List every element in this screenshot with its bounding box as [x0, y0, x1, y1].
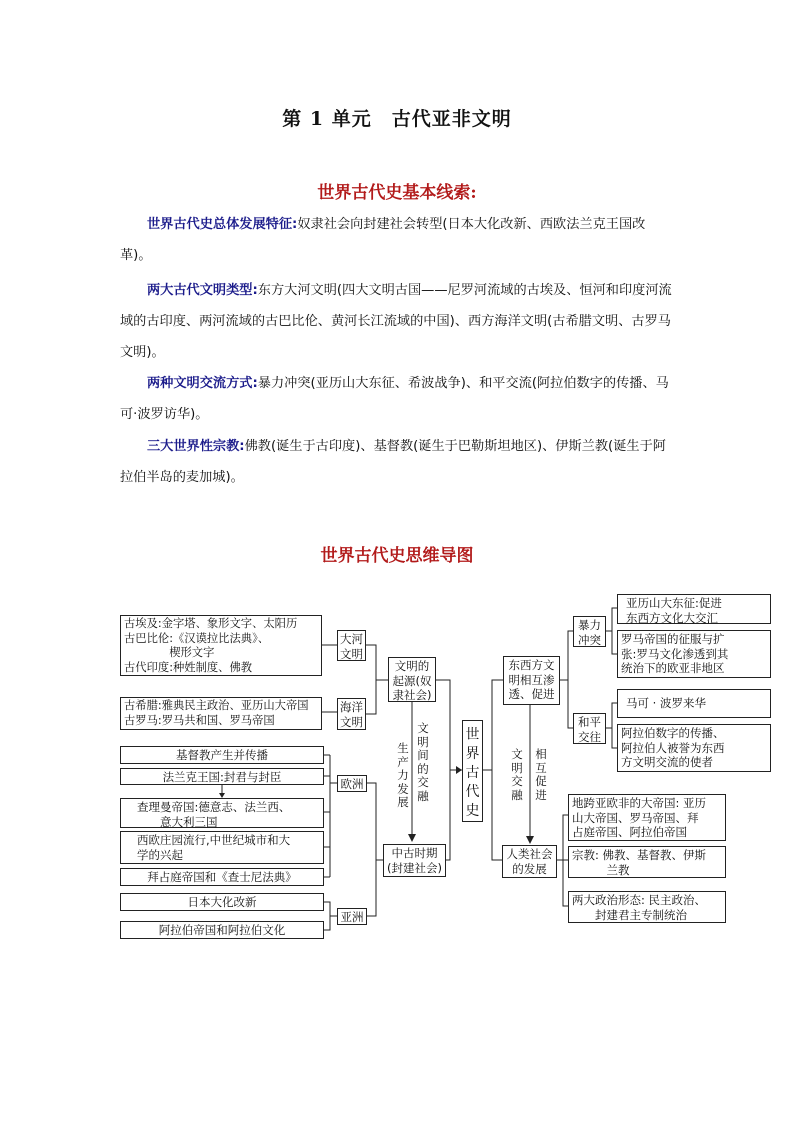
productivity-development-text: 生产力发展 — [397, 741, 409, 809]
violent-conflict-label: 暴力 冲突 — [573, 616, 606, 647]
europe-item-byzantine: 拜占庭帝国和《查士尼法典》 — [120, 868, 324, 886]
great-empires-box: 地跨亚欧非的大帝国: 亚历 山大帝国、罗马帝国、拜 占庭帝国、阿拉伯帝国 — [568, 794, 726, 841]
para-label: 三大世界性宗教: — [147, 439, 245, 454]
section-heading-mindmap: 世界古代史思维导图 — [320, 546, 474, 566]
page-title: 第 1 单元 古代亚非文明 — [282, 108, 512, 130]
asia-label: 亚洲 — [337, 908, 367, 925]
alexander-expedition-box: 亚历山大东征:促进 东西方文化大交汇 — [617, 594, 771, 624]
medieval-period-box: 中古时期 (封建社会) — [383, 844, 446, 877]
world-ancient-history-center: 世界古代史 — [462, 720, 483, 822]
europe-label: 欧洲 — [337, 775, 367, 792]
section-heading-clues: 世界古代史基本线索: — [317, 183, 477, 203]
arabic-numerals-box: 阿拉伯数字的传播、 阿拉伯人被誉为东西 方文明交流的使者 — [617, 724, 771, 772]
asia-item-japan: 日本大化改新 — [120, 893, 324, 911]
para-text: 奴隶社会向封建社会转型(日本大化改新、西欧法兰克王国改革)。 — [120, 217, 646, 263]
para-label: 世界古代史总体发展特征: — [147, 217, 298, 232]
peaceful-exchange-label: 和平 交往 — [573, 713, 606, 744]
para-label: 两种文明交流方式: — [147, 376, 258, 391]
river-civilization-label: 大河 文明 — [337, 630, 366, 661]
asia-item-arab: 阿拉伯帝国和阿拉伯文化 — [120, 921, 324, 939]
civilization-fusion-text: 文明间的交融 — [417, 721, 429, 803]
civilization-fusion-right-text: 文明交融 — [511, 747, 523, 802]
europe-item-christianity: 基督教产生并传播 — [120, 746, 324, 764]
para-text: 暴力冲突(亚历山大东征、希波战争)、和平交流(阿拉伯数字的传播、马可·波罗访华)。 — [120, 376, 669, 422]
sea-civilization-label: 海洋 文明 — [337, 698, 366, 730]
para-text: 佛教(诞生于古印度)、基督教(诞生于巴勒斯坦地区)、伊斯兰教(诞生于阿拉伯半岛的麦加城)。 — [120, 439, 666, 485]
west-civilizations-box: 古希腊:雅典民主政治、亚历山大帝国 古罗马:罗马共和国、罗马帝国 — [120, 697, 322, 730]
para-label: 两大古代文明类型: — [147, 283, 258, 298]
political-forms-box: 两大政治形态: 民主政治、 封建君主专制统治 — [568, 891, 726, 923]
europe-item-manor: 西欧庄园流行,中世纪城市和大 学的兴起 — [120, 831, 324, 864]
east-west-exchange-box: 东西方文 明相互渗 透、促进 — [503, 656, 560, 705]
east-civilizations-box: 古埃及:金字塔、象形文字、太阳历 古巴比伦:《汉谟拉比法典》、 楔形文字 古代印度:种姓制度、佛教 — [120, 615, 322, 676]
roman-conquest-box: 罗马帝国的征服与扩 张:罗马文化渗透到其 统治下的欧亚非地区 — [617, 630, 771, 678]
mutual-promotion-text: 相互促进 — [535, 747, 547, 802]
human-society-development-box: 人类社会 的发展 — [502, 845, 557, 878]
europe-item-frank: 法兰克王国:封君与封臣 — [120, 768, 324, 785]
para-text: 东方大河文明(四大文明古国——尼罗河流域的古埃及、恒河和印度河流域的古印度、两河流域的古巴比伦、黄河长江流域的中国)、西方海洋文明(古希腊文明、古罗马文明)。 — [120, 283, 672, 360]
marco-polo-box: 马可 · 波罗来华 — [617, 689, 771, 718]
civilization-origin-box: 文明的 起源(奴 隶社会) — [388, 657, 436, 702]
religions-box: 宗教: 佛教、基督教、伊斯 兰教 — [568, 846, 726, 878]
europe-item-charlemagne: 查理曼帝国:德意志、法兰西、 意大利三国 — [120, 798, 324, 828]
